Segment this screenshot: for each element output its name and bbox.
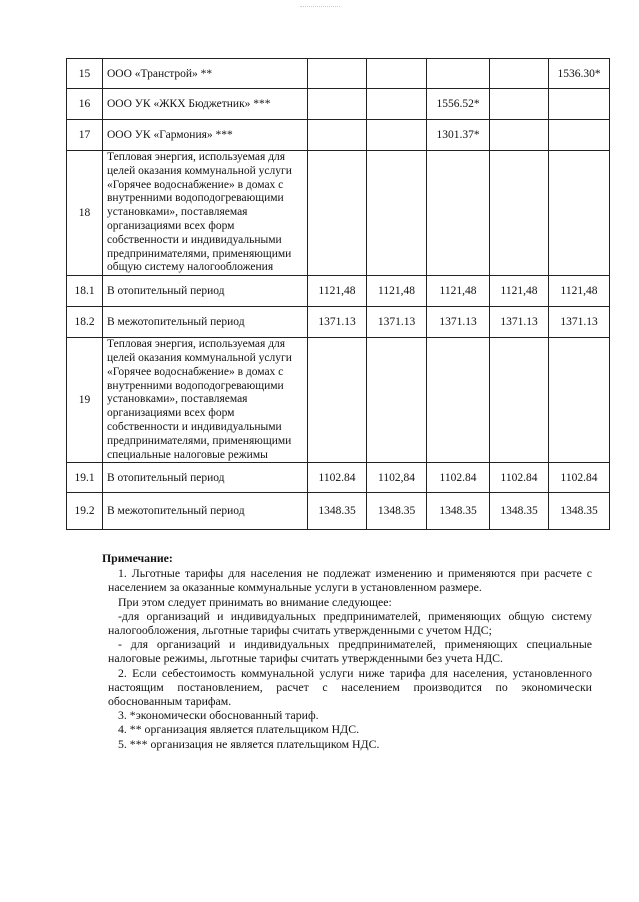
note-item-1-general-tax: -для организаций и индивидуальных предпринимателей, применяющих общую систему налогообложения, льготные тарифы считать утвержденными с учетом НДС; xyxy=(108,608,592,638)
value-cell: 1536.30* xyxy=(549,59,610,89)
value-cell: 1121,48 xyxy=(427,276,490,307)
row-name: В межотопительный период xyxy=(103,493,308,530)
table-row xyxy=(67,463,610,493)
note-item-1: 1. Льготные тарифы для населения не подлежат изменению и применяются при расчете с населением за оказанные коммунальные услуги в установленном размере. xyxy=(108,566,592,595)
value-cell xyxy=(367,120,427,151)
table-row xyxy=(67,151,610,276)
value-cell xyxy=(490,151,549,276)
value-cell xyxy=(549,120,610,151)
value-cell: 1102.84 xyxy=(308,463,367,493)
value-cell: 1348.35 xyxy=(427,493,490,530)
row-number: 19 xyxy=(67,338,103,463)
value-cell: 1121,48 xyxy=(367,276,427,307)
value-cell: 1301.37* xyxy=(427,120,490,151)
value-cell xyxy=(367,89,427,120)
note-item-1-intro: При этом следует принимать во внимание следующее: xyxy=(118,594,392,609)
table-row xyxy=(67,307,610,338)
row-number: 18 xyxy=(67,151,103,276)
value-cell xyxy=(427,151,490,276)
value-cell xyxy=(490,120,549,151)
value-cell: 1102.84 xyxy=(490,463,549,493)
tariff-table-body xyxy=(67,59,610,530)
value-cell: 1102.84 xyxy=(549,463,610,493)
value-cell xyxy=(308,89,367,120)
row-name: Тепловая энергия, используемая для целей оказания коммунальной услуги «Горячее водоснабжение» в домах с внутренними водоподогревающими установками», поставляемая организациями всех форм собственности и индивидуальными предпринимателями, применяющими специальные налоговые режимы xyxy=(103,338,308,463)
value-cell xyxy=(367,151,427,276)
value-cell xyxy=(549,89,610,120)
table-row xyxy=(67,59,610,89)
note-item-2: 2. Если себестоимость коммунальной услуги ниже тарифа для населения, установленного настоящим постановлением, расчет с населением производится по экономически обоснованным тарифам. xyxy=(108,665,592,709)
value-cell: 1371.13 xyxy=(367,307,427,338)
value-cell xyxy=(308,59,367,89)
value-cell xyxy=(490,59,549,89)
value-cell: 1348.35 xyxy=(308,493,367,530)
row-name: ООО УК «ЖКХ Бюджетник» *** xyxy=(103,89,308,120)
table-row xyxy=(67,276,610,307)
value-cell: 1102.84 xyxy=(427,463,490,493)
value-cell: 1102,84 xyxy=(367,463,427,493)
value-cell: 1121,48 xyxy=(308,276,367,307)
tariff-table xyxy=(66,58,610,530)
row-number: 17 xyxy=(67,120,103,151)
note-item-1-special-tax: - для организаций и индивидуальных предпринимателей, применяющих специальные налоговые режимы, льготные тарифы считать утвержденными без учета НДС. xyxy=(108,637,592,666)
row-number: 15 xyxy=(67,59,103,89)
table-row xyxy=(67,493,610,530)
note-title: Примечание: xyxy=(102,551,173,565)
page-top-mark xyxy=(300,6,340,13)
table-row xyxy=(67,120,610,151)
row-number: 19.1 xyxy=(67,463,103,493)
row-number: 16 xyxy=(67,89,103,120)
value-cell xyxy=(490,338,549,463)
table-row xyxy=(67,338,610,463)
value-cell: 1348.35 xyxy=(549,493,610,530)
value-cell xyxy=(549,338,610,463)
value-cell: 1348.35 xyxy=(490,493,549,530)
note-item-3: 3. *экономически обоснованный тариф. xyxy=(118,708,319,723)
value-cell: 1121,48 xyxy=(490,276,549,307)
row-name: ООО «Транстрой» ** xyxy=(103,59,308,89)
value-cell: 1371.13 xyxy=(490,307,549,338)
value-cell: 1556.52* xyxy=(427,89,490,120)
row-number: 19.2 xyxy=(67,493,103,530)
value-cell xyxy=(308,338,367,463)
value-cell: 1371.13 xyxy=(549,307,610,338)
value-cell: 1121,48 xyxy=(549,276,610,307)
row-name: В отопительный период xyxy=(103,463,308,493)
value-cell xyxy=(308,151,367,276)
row-number: 18.2 xyxy=(67,307,103,338)
note-block xyxy=(102,551,592,751)
row-name: В отопительный период xyxy=(103,276,308,307)
row-number: 18.1 xyxy=(67,276,103,307)
row-name: Тепловая энергия, используемая для целей оказания коммунальной услуги «Горячее водоснабжение» в домах с внутренними водоподогревающими установками», поставляемая организациями всех форм собственности и индивидуальными предпринимателями, применяющими общую систему налогообложения xyxy=(103,151,308,276)
value-cell xyxy=(367,338,427,463)
note-item-5: 5. *** организация не является плательщиком НДС. xyxy=(118,736,380,751)
table-row xyxy=(67,89,610,120)
value-cell: 1348.35 xyxy=(367,493,427,530)
value-cell xyxy=(367,59,427,89)
value-cell xyxy=(427,59,490,89)
value-cell xyxy=(549,151,610,276)
note-item-4: 4. ** организация является плательщиком НДС. xyxy=(118,722,360,737)
row-name: В межотопительный период xyxy=(103,307,308,338)
value-cell: 1371.13 xyxy=(427,307,490,338)
value-cell xyxy=(490,89,549,120)
row-name: ООО УК «Гармония» *** xyxy=(103,120,308,151)
value-cell xyxy=(427,338,490,463)
value-cell xyxy=(308,120,367,151)
value-cell: 1371.13 xyxy=(308,307,367,338)
